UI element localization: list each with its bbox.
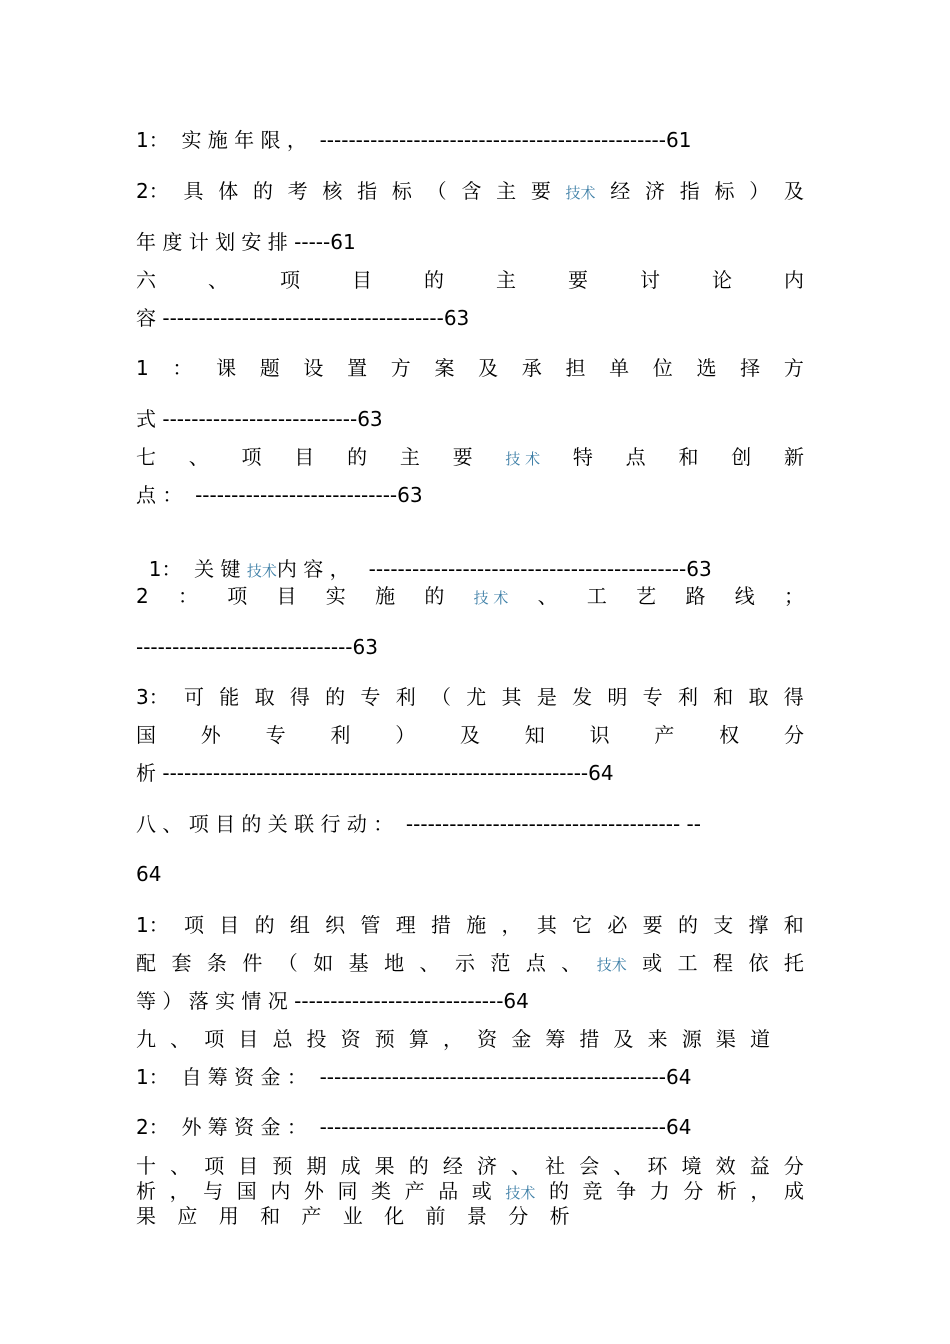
toc-heading-eight: 八 、 项 目 的 关 联 行 动 ： -------------------------------------- -- bbox=[136, 812, 701, 836]
toc-line-organization bbox=[136, 913, 804, 937]
glyph: 分 bbox=[783, 723, 804, 747]
glyph: 项 bbox=[227, 584, 248, 608]
glyph: 益 bbox=[749, 1154, 770, 1178]
glyph: 施 bbox=[375, 584, 396, 608]
glyph: 经 bbox=[442, 1154, 463, 1178]
toc-heading-six bbox=[136, 268, 804, 292]
toc-line-implementation-page: 等 ） 落 实 情 况 -----------------------------64 bbox=[136, 989, 529, 1013]
glyph: 内 bbox=[784, 268, 804, 292]
glyph: 项 bbox=[204, 1027, 225, 1051]
glyph: 的 bbox=[424, 584, 445, 608]
glyph: 或 bbox=[642, 951, 663, 975]
toc-line-competitiveness bbox=[136, 1179, 804, 1203]
glyph: 目 bbox=[352, 268, 372, 292]
glyph: 国 bbox=[236, 1179, 257, 1203]
glyph: （ bbox=[430, 685, 451, 709]
glyph: 实 bbox=[325, 584, 346, 608]
glyph: 3： bbox=[136, 685, 169, 709]
toc-line-tech-route bbox=[136, 584, 804, 608]
glyph: 、 bbox=[188, 445, 209, 469]
glyph: 的 bbox=[254, 913, 275, 937]
glyph: 单 bbox=[609, 356, 630, 380]
tech-term: 技 术 bbox=[505, 450, 541, 468]
glyph: 取 bbox=[254, 685, 275, 709]
glyph: 施 bbox=[466, 913, 487, 937]
glyph: 的 bbox=[424, 268, 444, 292]
glyph: 标 bbox=[714, 179, 735, 203]
glyph: 含 bbox=[461, 179, 482, 203]
toc-line-foreign-patents bbox=[136, 723, 804, 747]
glyph: 、 bbox=[561, 951, 582, 975]
glyph: 社 bbox=[545, 1154, 566, 1178]
glyph: 支 bbox=[713, 913, 734, 937]
glyph: 成 bbox=[340, 1154, 361, 1178]
glyph: 果 bbox=[374, 1154, 395, 1178]
glyph: 、 bbox=[170, 1154, 191, 1178]
toc-line-implementation-period: 1： 实 施 年 限 ， ------------------------------------------------61 bbox=[136, 128, 692, 152]
toc-line-prospects: 果 应 用 和 产 业 化 前 景 分 析 bbox=[136, 1204, 578, 1228]
glyph: 与 bbox=[203, 1179, 224, 1203]
glyph: 措 bbox=[579, 1027, 600, 1051]
glyph: 总 bbox=[272, 1027, 293, 1051]
glyph: 源 bbox=[681, 1027, 702, 1051]
glyph: 、 bbox=[170, 1027, 191, 1051]
glyph: 境 bbox=[681, 1154, 702, 1178]
glyph: 择 bbox=[740, 356, 761, 380]
glyph: 能 bbox=[219, 685, 240, 709]
glyph: 、 bbox=[537, 584, 558, 608]
glyph: 外 bbox=[200, 723, 221, 747]
glyph: 体 bbox=[218, 179, 239, 203]
glyph: 预 bbox=[272, 1154, 293, 1178]
glyph: 方 bbox=[783, 356, 804, 380]
glyph: 明 bbox=[607, 685, 628, 709]
glyph: 项 bbox=[241, 445, 262, 469]
glyph: 发 bbox=[572, 685, 593, 709]
glyph: 环 bbox=[647, 1154, 668, 1178]
glyph: 指 bbox=[357, 179, 378, 203]
glyph: 产 bbox=[654, 723, 675, 747]
glyph: 专 bbox=[265, 723, 286, 747]
tech-term: 技术 bbox=[565, 184, 596, 202]
glyph: 托 bbox=[783, 951, 804, 975]
glyph: 点 bbox=[625, 445, 646, 469]
glyph: 筹 bbox=[545, 1027, 566, 1051]
glyph: 置 bbox=[347, 356, 368, 380]
glyph: （ bbox=[277, 951, 298, 975]
glyph: 其 bbox=[536, 913, 557, 937]
glyph: ； bbox=[783, 584, 804, 608]
glyph: 及 bbox=[478, 356, 499, 380]
glyph: 织 bbox=[325, 913, 346, 937]
glyph: 要 bbox=[568, 268, 588, 292]
glyph: ， bbox=[169, 1179, 190, 1203]
glyph: 析 bbox=[136, 1179, 156, 1203]
toc-line-route-page: ------------------------------63 bbox=[136, 635, 378, 659]
glyph: 投 bbox=[306, 1027, 327, 1051]
glyph: 方 bbox=[390, 356, 411, 380]
glyph: 条 bbox=[206, 951, 227, 975]
glyph: 项 bbox=[204, 1154, 225, 1178]
glyph: 济 bbox=[476, 1154, 497, 1178]
toc-line-points-page: 点 ： ----------------------------63 bbox=[136, 483, 423, 507]
glyph: 六 bbox=[136, 268, 156, 292]
glyph: 如 bbox=[313, 951, 334, 975]
toc-heading-nine bbox=[136, 1027, 770, 1051]
glyph: 和 bbox=[783, 913, 804, 937]
glyph: 的 bbox=[252, 179, 273, 203]
glyph: 工 bbox=[677, 951, 698, 975]
glyph: 利 bbox=[395, 685, 416, 709]
glyph: 艺 bbox=[636, 584, 657, 608]
glyph: 理 bbox=[395, 913, 416, 937]
glyph: 担 bbox=[565, 356, 586, 380]
toc-page-number: 64 bbox=[136, 862, 162, 886]
glyph: 析 bbox=[716, 1179, 737, 1203]
glyph: 的 bbox=[408, 1154, 429, 1178]
glyph: 配 bbox=[136, 951, 156, 975]
glyph: 它 bbox=[572, 913, 593, 937]
glyph: 设 bbox=[303, 356, 324, 380]
glyph: 国 bbox=[136, 723, 156, 747]
glyph: 线 bbox=[734, 584, 755, 608]
glyph: 措 bbox=[430, 913, 451, 937]
glyph: 品 bbox=[438, 1179, 459, 1203]
glyph: 分 bbox=[783, 1154, 804, 1178]
glyph: 资 bbox=[477, 1027, 498, 1051]
glyph: 目 bbox=[238, 1027, 259, 1051]
glyph: 组 bbox=[289, 913, 310, 937]
glyph: 产 bbox=[404, 1179, 425, 1203]
toc-heading-ten bbox=[136, 1154, 804, 1178]
toc-line-external-funding: 2： 外 筹 资 金 ： ------------------------------------------------64 bbox=[136, 1115, 692, 1139]
glyph: 知 bbox=[524, 723, 545, 747]
glyph: 得 bbox=[289, 685, 310, 709]
glyph: 创 bbox=[731, 445, 752, 469]
glyph: 经 bbox=[610, 179, 631, 203]
glyph: 主 bbox=[496, 268, 516, 292]
glyph: 、 bbox=[208, 268, 228, 292]
glyph: 承 bbox=[521, 356, 542, 380]
glyph: 期 bbox=[306, 1154, 327, 1178]
glyph: （ bbox=[426, 179, 447, 203]
glyph: 点 bbox=[525, 951, 546, 975]
text-segment: 内 容 ， --------------------------------------------63 bbox=[276, 557, 712, 581]
glyph: 套 bbox=[171, 951, 192, 975]
glyph: 权 bbox=[719, 723, 740, 747]
glyph: 和 bbox=[713, 685, 734, 709]
glyph: 内 bbox=[270, 1179, 291, 1203]
glyph: 预 bbox=[374, 1027, 395, 1051]
glyph: 题 bbox=[259, 356, 280, 380]
glyph: 课 bbox=[216, 356, 237, 380]
tech-term: 技术 bbox=[246, 562, 277, 580]
glyph: 2： bbox=[136, 179, 169, 203]
glyph: 选 bbox=[696, 356, 717, 380]
glyph: 范 bbox=[490, 951, 511, 975]
glyph: 地 bbox=[384, 951, 405, 975]
glyph: 竞 bbox=[582, 1179, 603, 1203]
tech-term: 技术 bbox=[596, 956, 627, 974]
glyph: 专 bbox=[642, 685, 663, 709]
glyph: 新 bbox=[783, 445, 804, 469]
toc-heading-seven bbox=[136, 445, 804, 469]
glyph: 1： bbox=[136, 913, 169, 937]
toc-line-content-page: 容 ---------------------------------------63 bbox=[136, 306, 470, 330]
glyph: ） bbox=[749, 179, 770, 203]
toc-line-key-tech bbox=[136, 533, 712, 583]
glyph: 七 bbox=[136, 445, 156, 469]
glyph: 目 bbox=[294, 445, 315, 469]
glyph: 的 bbox=[347, 445, 368, 469]
glyph: 要 bbox=[530, 179, 551, 203]
glyph: 济 bbox=[645, 179, 666, 203]
glyph: 要 bbox=[452, 445, 473, 469]
glyph: 外 bbox=[303, 1179, 324, 1203]
glyph: 十 bbox=[136, 1154, 156, 1178]
glyph: 及 bbox=[459, 723, 480, 747]
glyph: 是 bbox=[536, 685, 557, 709]
glyph: 算 bbox=[408, 1027, 429, 1051]
toc-line-patents bbox=[136, 685, 804, 709]
glyph: 利 bbox=[677, 685, 698, 709]
glyph: 主 bbox=[399, 445, 420, 469]
glyph: 及 bbox=[783, 179, 804, 203]
toc-line-analysis-page: 析 -----------------------------------------------------------64 bbox=[136, 761, 614, 785]
glyph: 来 bbox=[647, 1027, 668, 1051]
glyph: ： bbox=[172, 356, 193, 380]
glyph: 得 bbox=[783, 685, 804, 709]
glyph: 特 bbox=[572, 445, 593, 469]
toc-line-self-funding: 1： 自 筹 资 金 ： ------------------------------------------------64 bbox=[136, 1065, 692, 1089]
glyph: ： bbox=[178, 584, 198, 608]
glyph: 具 bbox=[183, 179, 204, 203]
glyph: 要 bbox=[642, 913, 663, 937]
glyph: 依 bbox=[748, 951, 769, 975]
toc-line-assessment-indicators bbox=[136, 179, 804, 203]
glyph: 工 bbox=[586, 584, 607, 608]
tech-term: 技术 bbox=[505, 1184, 536, 1202]
glyph: 及 bbox=[613, 1027, 634, 1051]
glyph: 效 bbox=[715, 1154, 736, 1178]
glyph: 渠 bbox=[715, 1027, 736, 1051]
glyph: 2 bbox=[136, 584, 149, 608]
glyph: 类 bbox=[371, 1179, 392, 1203]
glyph: 示 bbox=[454, 951, 475, 975]
glyph: 讨 bbox=[640, 268, 660, 292]
glyph: 论 bbox=[712, 268, 732, 292]
toc-line-method-page: 式 ---------------------------63 bbox=[136, 407, 383, 431]
tech-term: 技 术 bbox=[473, 589, 509, 607]
glyph: 的 bbox=[548, 1179, 569, 1203]
glyph: 主 bbox=[496, 179, 517, 203]
glyph: 目 bbox=[276, 584, 297, 608]
glyph: ， bbox=[442, 1027, 463, 1051]
glyph: 目 bbox=[219, 913, 240, 937]
glyph: 或 bbox=[471, 1179, 492, 1203]
glyph: ， bbox=[501, 913, 522, 937]
glyph: 分 bbox=[683, 1179, 704, 1203]
glyph: 成 bbox=[784, 1179, 804, 1203]
glyph: 核 bbox=[322, 179, 343, 203]
glyph: 考 bbox=[287, 179, 308, 203]
glyph: 的 bbox=[677, 913, 698, 937]
glyph: 项 bbox=[280, 268, 300, 292]
glyph: 案 bbox=[434, 356, 455, 380]
glyph: 、 bbox=[419, 951, 440, 975]
glyph: 同 bbox=[337, 1179, 358, 1203]
glyph: 资 bbox=[340, 1027, 361, 1051]
toc-line-topic-setup bbox=[136, 356, 804, 380]
glyph: 九 bbox=[136, 1027, 156, 1051]
glyph: 标 bbox=[391, 179, 412, 203]
glyph: 和 bbox=[678, 445, 699, 469]
glyph: 取 bbox=[748, 685, 769, 709]
glyph: 路 bbox=[685, 584, 706, 608]
glyph: 管 bbox=[360, 913, 381, 937]
glyph: 、 bbox=[511, 1154, 532, 1178]
toc-line-annual-plan: 年 度 计 划 安 排 -----61 bbox=[136, 230, 356, 254]
glyph: 尤 bbox=[466, 685, 487, 709]
glyph: ） bbox=[395, 723, 416, 747]
glyph: 、 bbox=[613, 1154, 634, 1178]
glyph: ， bbox=[750, 1179, 771, 1203]
glyph: 必 bbox=[607, 913, 628, 937]
glyph: 力 bbox=[649, 1179, 670, 1203]
glyph: 的 bbox=[325, 685, 346, 709]
glyph: 件 bbox=[242, 951, 263, 975]
glyph: 金 bbox=[511, 1027, 532, 1051]
glyph: 程 bbox=[713, 951, 734, 975]
glyph: 可 bbox=[184, 685, 205, 709]
glyph: 专 bbox=[360, 685, 381, 709]
glyph: 识 bbox=[589, 723, 610, 747]
glyph: 项 bbox=[184, 913, 205, 937]
glyph: 1 bbox=[136, 356, 149, 380]
glyph: 利 bbox=[330, 723, 351, 747]
glyph: 会 bbox=[579, 1154, 600, 1178]
toc-line-supporting-conditions bbox=[136, 951, 804, 975]
glyph: 道 bbox=[749, 1027, 770, 1051]
glyph: 目 bbox=[238, 1154, 259, 1178]
glyph: 位 bbox=[652, 356, 673, 380]
glyph: 争 bbox=[616, 1179, 637, 1203]
text-segment: 1： 关 键 bbox=[148, 557, 247, 581]
glyph: 基 bbox=[348, 951, 369, 975]
glyph: 撑 bbox=[748, 913, 769, 937]
glyph: 其 bbox=[501, 685, 522, 709]
glyph: 指 bbox=[679, 179, 700, 203]
